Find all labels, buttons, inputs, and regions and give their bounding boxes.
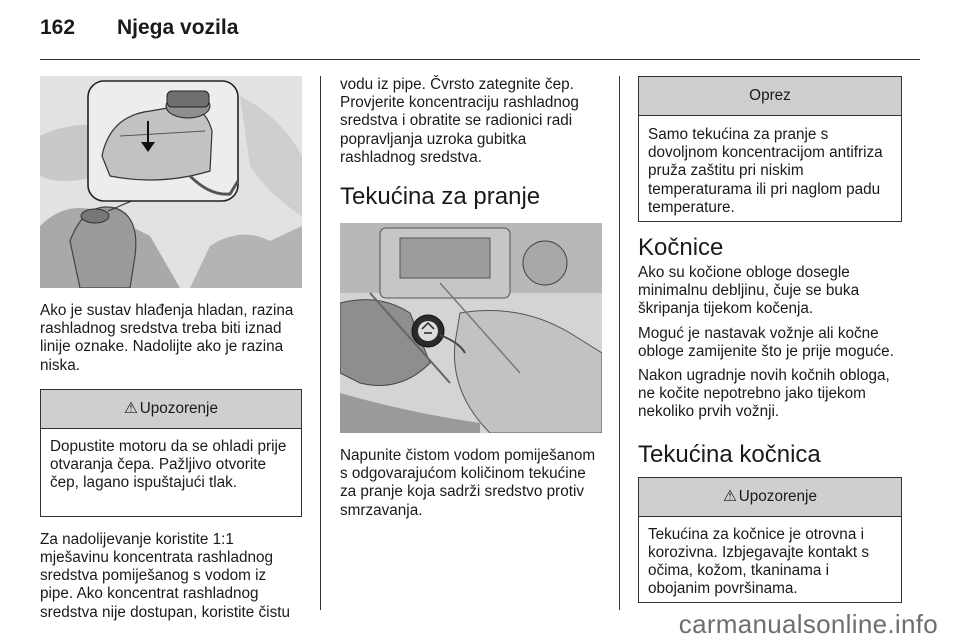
column-divider [320,76,321,610]
page-number: 162 [40,16,76,39]
watermark: carmanualsonline.info [678,609,938,639]
section-title: Njega vozila [117,16,239,39]
paragraph: Napunite čistom vodom pomiješanom s odgovarajućom količinom tekućine za pranje koja sadrži sredstvo protiv smrzavanja. [340,447,596,519]
paragraph: vodu iz pipe. Čvrsto zategnite čep. Provjerite koncentraciju rashladnog sredstva i obratite se radionici radi popravljanja uzroka gubitka rashladnog sredstva. [340,76,579,166]
warning-box [638,477,902,603]
paragraph: Ako je sustav hlađenja hladan, razina rashladnog sredstva treba biti iznad linije oznake. Nadolijte ako je razina niska. [40,302,294,374]
header-rule [40,59,920,60]
section-heading: Tekućina kočnica [638,440,821,468]
section-heading: Kočnice [638,234,724,261]
paragraph: Nakon ugradnje novih kočnih obloga, ne kočite nepotrebno jako tijekom nekoliko prvih vožnji. [638,367,890,421]
caution-title: Oprez [639,77,901,116]
warning-text: Dopustite motoru da se ohladi prije otvaranja čepa. Pažljivo otvorite čep, lagano ispuštajući tlak. [50,437,287,492]
column-3 [638,76,902,603]
section-heading: Tekućina za pranje [340,183,541,211]
warning-triangle-icon: ⚠ [124,399,138,417]
paragraph: Moguć je nastavak vožnje ali kočne obloge zamijenite što je prije moguće. [638,324,894,360]
warning-title: Upozorenje [738,487,817,505]
column-2 [340,76,602,526]
warning-text: Tekućina za kočnice je otrovna i korozivna. Izbjegavajte kontakt s očima, kožom, tkaninama i obojanim površinama. [648,525,870,598]
warning-triangle-icon: ⚠ [723,487,737,505]
caution-box [638,76,902,222]
coolant-reservoir-illustration [40,76,302,288]
column-divider [619,76,620,610]
washer-reservoir-illustration [340,223,602,433]
column-1 [40,76,302,628]
warning-box [40,389,302,517]
paragraph: Ako su kočione obloge dosegle minimalnu debljinu, čuje se buka škripanja tijekom kočenja. [638,264,860,318]
warning-title: Upozorenje [139,399,218,417]
caution-text: Samo tekućina za pranje s dovoljnom koncentracijom antifriza pruža zaštitu pri niskim temperaturama ili pri naglom padu temperature. [648,126,883,216]
paragraph: Za nadolijevanje koristite 1:1 mješavinu koncentrata rashladnog sredstva pomiješanog s vodom iz pipe. Ako koncentrat rashladnog sredstva nije dostupan, koristite čistu [40,530,290,621]
